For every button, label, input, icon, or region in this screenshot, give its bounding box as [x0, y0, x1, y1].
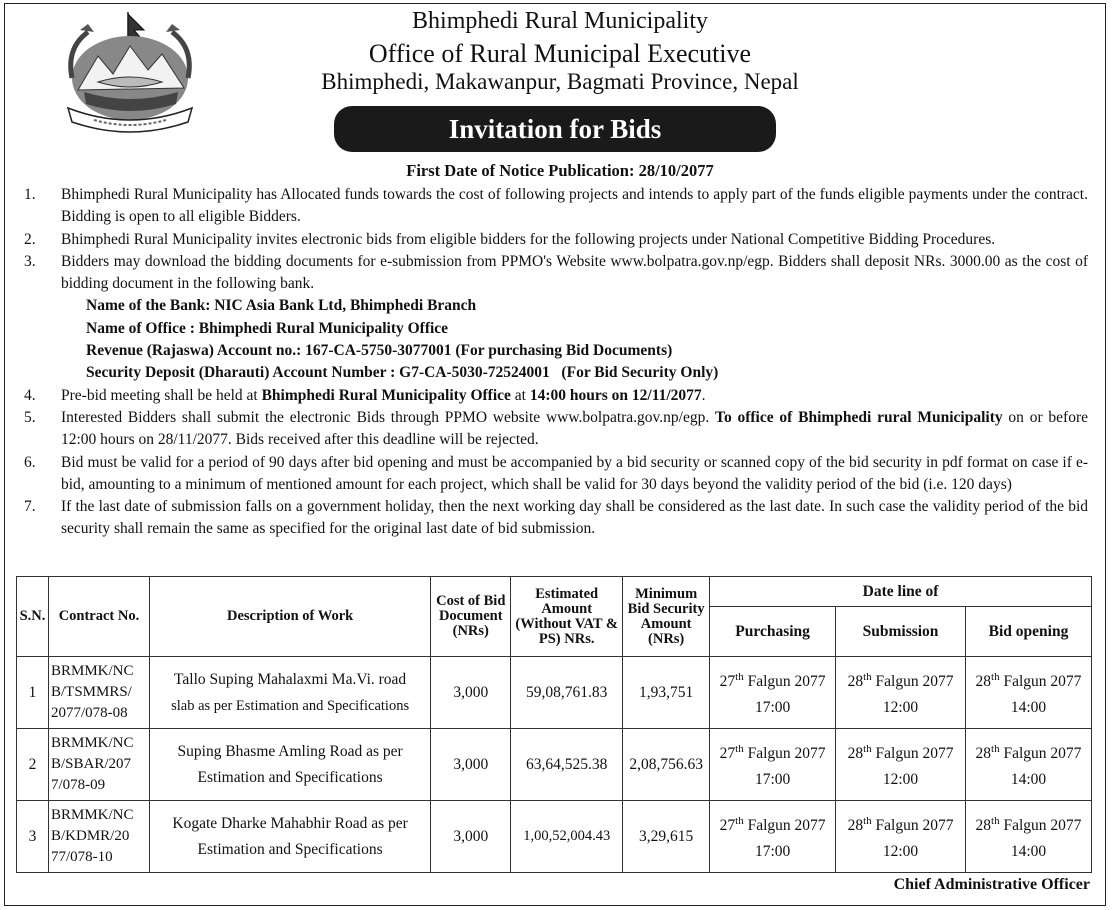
- row-submission-date: 28th Falgun 2077 12:00: [836, 729, 966, 801]
- row-purchasing-date: 27th Falgun 2077 17:00: [710, 729, 836, 801]
- clause-4: [24, 385, 1088, 407]
- clause-number: 1.: [24, 186, 36, 203]
- clause-bold-office: To office of Bhimphedi rural Municipality: [715, 408, 1003, 426]
- bank-name: Name of the Bank: NIC Asia Bank Ltd, Bhimphedi Branch: [86, 297, 477, 315]
- security-deposit-account: Security Deposit (Dharauti) Account Number : G7-CA-5030-72524001 (For Bid Security Only): [86, 364, 719, 382]
- row-sn: 3: [17, 801, 49, 873]
- clause-number: 2.: [24, 230, 36, 248]
- clause-text: Bhimphedi Rural Municipality has Allocated funds towards the cost of following projects and intends to apply part of the funds eligible payments under the contract. Bidding is open to all eligible Bidders.: [61, 186, 1088, 226]
- row-estimated-amount: 63,64,525.38: [511, 729, 623, 801]
- office-account-name: Name of Office : Bhimphedi Rural Municipality Office: [86, 319, 449, 337]
- clause-text: If the last date of submission falls on a government holiday, then the next working day shall be considered as the last date. In such case the validity period of the bid security shall remain the same as specified for the original last date of bid submission.: [61, 498, 1088, 538]
- row-estimated-amount: 1,00,52,004.43: [511, 801, 623, 873]
- row-sn: 1: [17, 657, 49, 729]
- header-purchasing: Purchasing: [710, 607, 836, 657]
- row-description: Tallo Suping Mahalaxmi Ma.Vi. road slab as per Estimation and Specifications: [149, 657, 430, 729]
- clause-text: Bhimphedi Rural Municipality invites electronic bids from eligible bidders for the following projects under National Competitive Bidding Procedures.: [61, 230, 996, 248]
- clause-5: [24, 407, 1088, 452]
- nepal-government-emblem-icon: [58, 8, 208, 138]
- row-opening-date: 28th Falgun 2077 14:00: [965, 657, 1091, 729]
- table-row: [17, 729, 1092, 801]
- bids-table: [16, 576, 1092, 873]
- office-name: Office of Rural Municipal Executive: [368, 39, 752, 68]
- bank-details: [24, 295, 1088, 384]
- clause-number: 3.: [24, 252, 36, 270]
- row-estimated-amount: 59,08,761.83: [511, 657, 623, 729]
- header-contract-no: Contract No.: [48, 577, 149, 657]
- clause-6: [24, 452, 1088, 497]
- clause-text: Bidders may download the bidding documents for e-submission from PPMO's Website www.bolpatra.gov.np/egp. Bidders shall deposit NRs. 3000.00 as the cost of bidding document in the following bank.: [61, 252, 1088, 293]
- publication-date: First Date of Notice Publication: 28/10/2077: [406, 161, 714, 180]
- row-bid-security: 3,29,615: [623, 801, 710, 873]
- header-estimated-amount: Estimated Amount (Without VAT & PS) NRs.: [511, 577, 623, 657]
- row-contract-no: BRMMK/NC B/SBAR/207 7/078-09: [48, 729, 149, 801]
- row-submission-date: 28th Falgun 2077 12:00: [836, 801, 966, 873]
- row-submission-date: 28th Falgun 2077 12:00: [836, 657, 966, 729]
- table-row: [17, 801, 1092, 873]
- notice-title-banner: Invitation for Bids: [334, 106, 776, 152]
- row-purchasing-date: 27th Falgun 2077 17:00: [710, 657, 836, 729]
- clause-2: [24, 229, 1088, 251]
- row-description: Suping Bhasme Amling Road as per Estimation and Specifications: [149, 729, 430, 801]
- clause-number: 7.: [24, 498, 36, 516]
- header-bid-security: Minimum Bid Security Amount (NRs): [623, 577, 710, 657]
- row-bid-security: 1,93,751: [623, 657, 710, 729]
- row-cost: 3,000: [431, 729, 511, 801]
- header-submission: Submission: [836, 607, 966, 657]
- clause-number: 5.: [24, 408, 36, 426]
- clause-1: [24, 184, 1088, 229]
- row-contract-no: BRMMK/NC B/TSMMRS/ 2077/078-08: [48, 657, 149, 729]
- header-date-line: Date line of: [710, 577, 1092, 607]
- row-opening-date: 28th Falgun 2077 14:00: [965, 801, 1091, 873]
- header-bid-opening: Bid opening: [965, 607, 1091, 657]
- row-purchasing-date: 27th Falgun 2077 17:00: [710, 801, 836, 873]
- header-sn: S.N.: [17, 577, 49, 657]
- revenue-account: Revenue (Rajaswa) Account no.: 167-CA-5750-3077001 (For purchasing Bid Documents): [86, 342, 673, 360]
- notice-clauses: [24, 184, 1088, 541]
- row-cost: 3,000: [431, 801, 511, 873]
- clause-text: at: [510, 386, 530, 404]
- row-sn: 2: [17, 729, 49, 801]
- row-opening-date: 28th Falgun 2077 14:00: [965, 729, 1091, 801]
- clause-text: Interested Bidders shall submit the electronic Bids through PPMO website www.bolpatra.gov.np/egp.: [61, 408, 716, 426]
- clause-number: 6.: [24, 453, 36, 471]
- clause-text: .: [701, 386, 706, 404]
- clause-3: [24, 251, 1088, 296]
- signatory-title: Chief Administrative Officer: [893, 876, 1090, 893]
- header-description: Description of Work: [149, 577, 430, 657]
- row-contract-no: BRMMK/NC B/KDMR/20 77/078-10: [48, 801, 149, 873]
- clause-text: on or before 12:00 hours on 28/11/2077. Bids received after this deadline will be rejected.: [61, 408, 1088, 449]
- clause-number: 4.: [24, 386, 36, 404]
- clause-bold-time: 14:00 hours on 12/11/2077: [529, 386, 702, 404]
- clause-bold-venue: Bhimphedi Rural Municipality Office: [261, 386, 511, 404]
- row-description: Kogate Dharke Mahabhir Road as per Estimation and Specifications: [149, 801, 430, 873]
- office-address: Bhimphedi, Makawanpur, Bagmati Province, Nepal: [321, 69, 799, 94]
- row-cost: 3,000: [431, 657, 511, 729]
- table-row: [17, 657, 1092, 729]
- row-bid-security: 2,08,756.63: [623, 729, 710, 801]
- header-cost: Cost of Bid Document (NRs): [431, 577, 511, 657]
- municipality-name: Bhimphedi Rural Municipality: [412, 8, 708, 34]
- clause-text: Bid must be valid for a period of 90 days after bid opening and must be accompanied by a bid security or scanned copy of the bid security in pdf format on case if e-bid, amounting to a minimum of mentioned amount for each project, which shall be valid for 30 days beyond the validity period of the bid (i.e. 120 days): [61, 453, 1088, 493]
- clause-7: [24, 496, 1088, 541]
- clause-text: Pre-bid meeting shall be held at: [61, 386, 262, 404]
